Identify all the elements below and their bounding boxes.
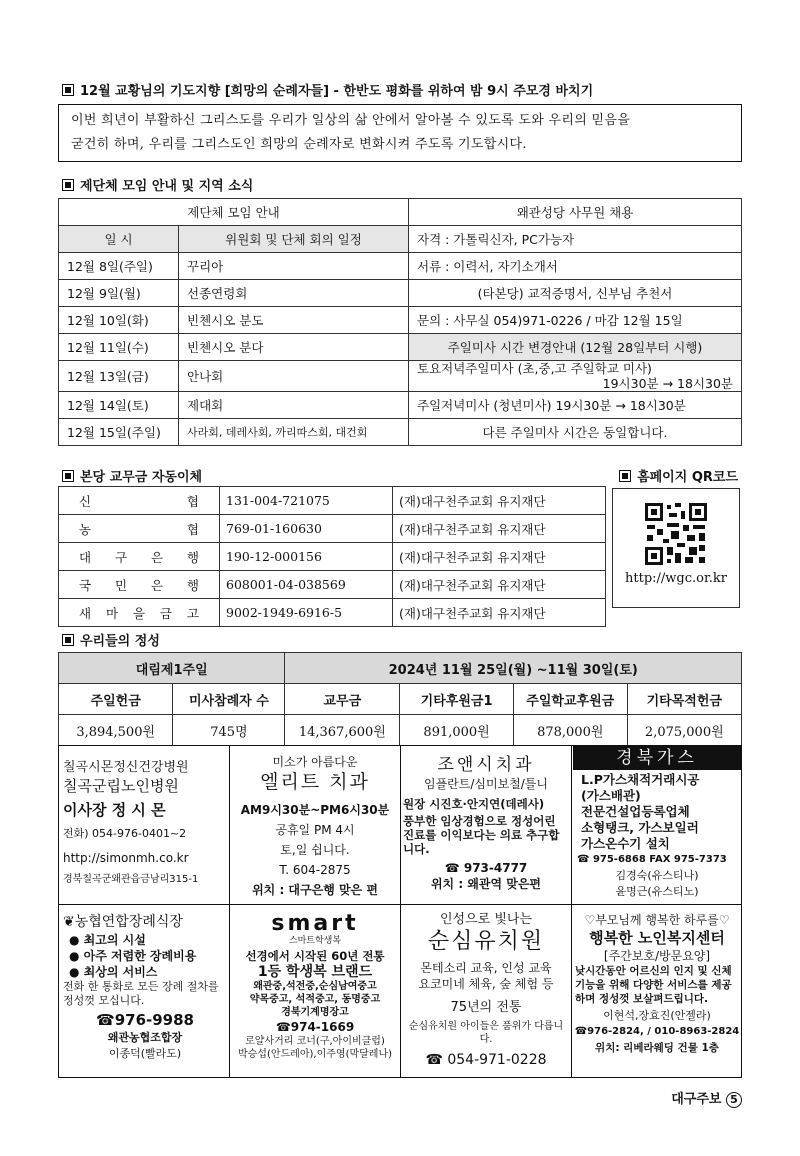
offering-week: 대림제1주일 (59, 653, 285, 684)
offering-value: 891,000원 (400, 715, 514, 746)
account-number: 608001-04-038569 (220, 571, 393, 599)
hire-line: 서류 : 이력서, 자기소개서 (409, 253, 742, 280)
prayer-box (58, 104, 742, 162)
account-holder: (재)대구천주교회 유지재단 (393, 487, 606, 515)
bank-table (58, 486, 606, 627)
meeting-name: 안나회 (179, 361, 409, 392)
meeting-date: 12월 13일(금) (59, 361, 179, 392)
meeting-date: 12월 15일(주일) (59, 419, 179, 446)
prayer-text-line1: 이번 희년이 부활하신 그리스도를 우리가 일상의 삶 안에서 알아볼 수 있도록 도와 우리의 믿음을 (71, 113, 631, 128)
mass-line1: 토요저녁주일미사 (초,중,고 주일학교 미사) 19시30분 → 18시30분 (409, 361, 742, 392)
table-row (59, 515, 606, 543)
offering-value: 878,000원 (513, 715, 627, 746)
offering-col: 기타목적헌금 (627, 684, 741, 715)
page-number: 5 (726, 1092, 742, 1108)
bank-name: 새 마 을 금 고 (59, 599, 220, 627)
offering-value: 2,075,000원 (627, 715, 741, 746)
hire-line: 자격 : 가톨릭신자, PC가능자 (409, 226, 742, 253)
table-row (59, 487, 606, 515)
homepage-url[interactable]: http://wgc.or.kr (625, 571, 727, 586)
prayer-heading: 12월 교황님의 기도지향 [희망의 순례자들] - 한반도 평화를 위하여 밤 9시 주모경 바치기 (62, 80, 593, 99)
meeting-date: 12월 14일(토) (59, 392, 179, 419)
square-bullet-icon (62, 84, 74, 96)
account-holder: (재)대구천주교회 유지재단 (393, 543, 606, 571)
mass-line2: 주일저녁미사 (청년미사) 19시30분 → 18시30분 (409, 392, 742, 419)
bank-name: 국 민 은 행 (59, 571, 220, 599)
account-number: 190-12-000156 (220, 543, 393, 571)
table-row (59, 571, 606, 599)
groups-left-title: 제단체 모임 안내 (59, 199, 409, 226)
offering-col: 기타후원금1 (400, 684, 514, 715)
meeting-name: 빈첸시오 분도 (179, 307, 409, 334)
hire-line: (타본당) 교적증명서, 신부님 추천서 (409, 280, 742, 307)
square-bullet-icon (62, 634, 74, 646)
smart-logo: smart (271, 912, 359, 936)
bank-heading: 본당 교무금 자동이체 (62, 466, 202, 485)
qr-heading: 홈페이지 QR코드 (619, 466, 738, 485)
hire-title: 왜관성당 사무원 채용 (409, 199, 742, 226)
account-holder: (재)대구천주교회 유지재단 (393, 571, 606, 599)
offering-heading: 우리들의 정성 (62, 630, 160, 649)
ad-joan-dental: 조앤시치과 임플란트/심미보철/틀니 원장 시진호·안지연(데레사) 풍부한 임상경험으로 정성어린 진료를 이익보다는 의료 추구합니다. ☎ 973-4777 위치 : 왜관역 맞은편 (403, 755, 560, 891)
ads-grid (58, 745, 742, 1078)
offering-table (58, 652, 742, 746)
qr-code-icon (643, 501, 709, 567)
table-row (59, 543, 606, 571)
page-footer: 대구주보 5 (671, 1088, 742, 1108)
offering-col: 교무금 (285, 684, 400, 715)
mass-title: 주일미사 시간 변경안내 (12월 28일부터 시행) (409, 334, 742, 361)
groups-heading: 제단체 모임 안내 및 지역 소식 (62, 175, 253, 194)
account-number: 131-004-721075 (220, 487, 393, 515)
meeting-name: 빈첸시오 분다 (179, 334, 409, 361)
mass-line3: 다른 주일미사 시간은 동일합니다. (409, 419, 742, 446)
offering-period: 2024년 11월 25일(월) ~11월 30일(토) (285, 653, 742, 684)
ad-sunsim-kindergarten: 인성으로 빛나는 순심유치원 몬테소리 교육, 인성 교육 요코미네 체육, 숲 체험 등 75년의 전통 순심유치원 아이들은 품위가 다릅니다. ☎ 054-971-0228 (408, 912, 564, 1068)
meeting-date: 12월 8일(주일) (59, 253, 179, 280)
offering-col: 미사참례자 수 (173, 684, 285, 715)
account-number: 9002-1949-6916-5 (220, 599, 393, 627)
ad-gyeongbuk-gas: 경북가스 L.P가스채적거래시공 (가스배관) 전문건설업등록업체 소형탱크, 가스보일러 가스온수기 설치 ☎ 975-6868 FAX 975-7373 김경숙(유스티나) 윤명근(유스티노) (573, 746, 741, 904)
meeting-name: 사라회, 데레사회, 까리따스회, 대건회 (179, 419, 409, 446)
col-meeting: 위원회 및 단체 회의 일정 (179, 226, 409, 253)
ad-nonghyup-funeral: ❦농협연합장례식장 ● 최고의 시설 ● 아주 저렴한 장례비용 ● 최상의 서비스 전화 한 통화로 모든 장례 절차를 정성껏 모십니다. ☎976-9988 왜관농협조합장 이종덕(빨라도) (63, 914, 219, 1060)
square-bullet-icon (62, 470, 74, 482)
bank-name: 신 협 (59, 487, 220, 515)
meeting-name: 제대회 (179, 392, 409, 419)
offering-col: 주일헌금 (59, 684, 173, 715)
ad-happy-senior-center: ♡부모님께 행복한 하루를♡ 행복한 노인복지센터 [주간보호/방문요양] 낮시간동안 어르신의 인지 및 신체기능을 위해 다양한 서비스를 제공하며 정성껏 보살펴드립니다. 이현석,장효진(안젤라) ☎976-2824, / 010-8963-2824 위치: 리베라웨딩 건물 1층 (574, 913, 740, 1054)
meeting-date: 12월 9일(월) (59, 280, 179, 307)
hire-line: 문의 : 사무실 054)971-0226 / 마감 12월 15일 (409, 307, 742, 334)
prayer-text-line2: 굳건히 하며, 우리를 그리스도인 희망의 순례자로 변화시켜 주도록 기도합시다. (71, 137, 527, 152)
ad-elite-dental: 미소가 아름다운 엘리트 치과 AM9시30분~PM6시30분 공휴일 PM 4시 토,일 쉽니다. T. 604-2875 위치 : 대구은행 맞은 편 (240, 755, 390, 897)
meeting-date: 12월 11일(수) (59, 334, 179, 361)
bank-name: 농 협 (59, 515, 220, 543)
offering-value: 3,894,500원 (59, 715, 173, 746)
account-holder: (재)대구천주교회 유지재단 (393, 599, 606, 627)
col-date: 일 시 (59, 226, 179, 253)
meeting-name: 선종연령회 (179, 280, 409, 307)
ad-smart-uniform: smart 스마트학생복 선경에서 시작된 60년 전통 1등 학생복 브랜드 왜관중,석전중,순심남여중고 약목중고, 석적중고, 동명중고 경북기계명장고 ☎974-1669 로얄사거리 코너(구,아이비클럽) 박승섭(안드레아),이주영(막달레나) (231, 912, 399, 1076)
leaf-icon: ❦ (63, 914, 75, 930)
account-number: 769-01-160630 (220, 515, 393, 543)
meeting-date: 12월 10일(화) (59, 307, 179, 334)
meeting-name: 꾸리아 (179, 253, 409, 280)
account-holder: (재)대구천주교회 유지재단 (393, 515, 606, 543)
bank-name: 대 구 은 행 (59, 543, 220, 571)
table-row (59, 599, 606, 627)
offering-value: 14,367,600원 (285, 715, 400, 746)
square-bullet-icon (619, 470, 631, 482)
offering-value: 745명 (173, 715, 285, 746)
ad-simon-hospital: 칠곡시몬정신건강병원 칠곡군립노인병원 이사장 정 시 몬 전화) 054-976-0401~2 http://simonmh.co.kr 경북칠곡군왜관읍금남리315-1 (63, 760, 199, 885)
offering-col: 주일학교후원금 (513, 684, 627, 715)
square-bullet-icon (62, 179, 74, 191)
groups-table (58, 198, 742, 446)
qr-code-box[interactable] (612, 488, 740, 608)
